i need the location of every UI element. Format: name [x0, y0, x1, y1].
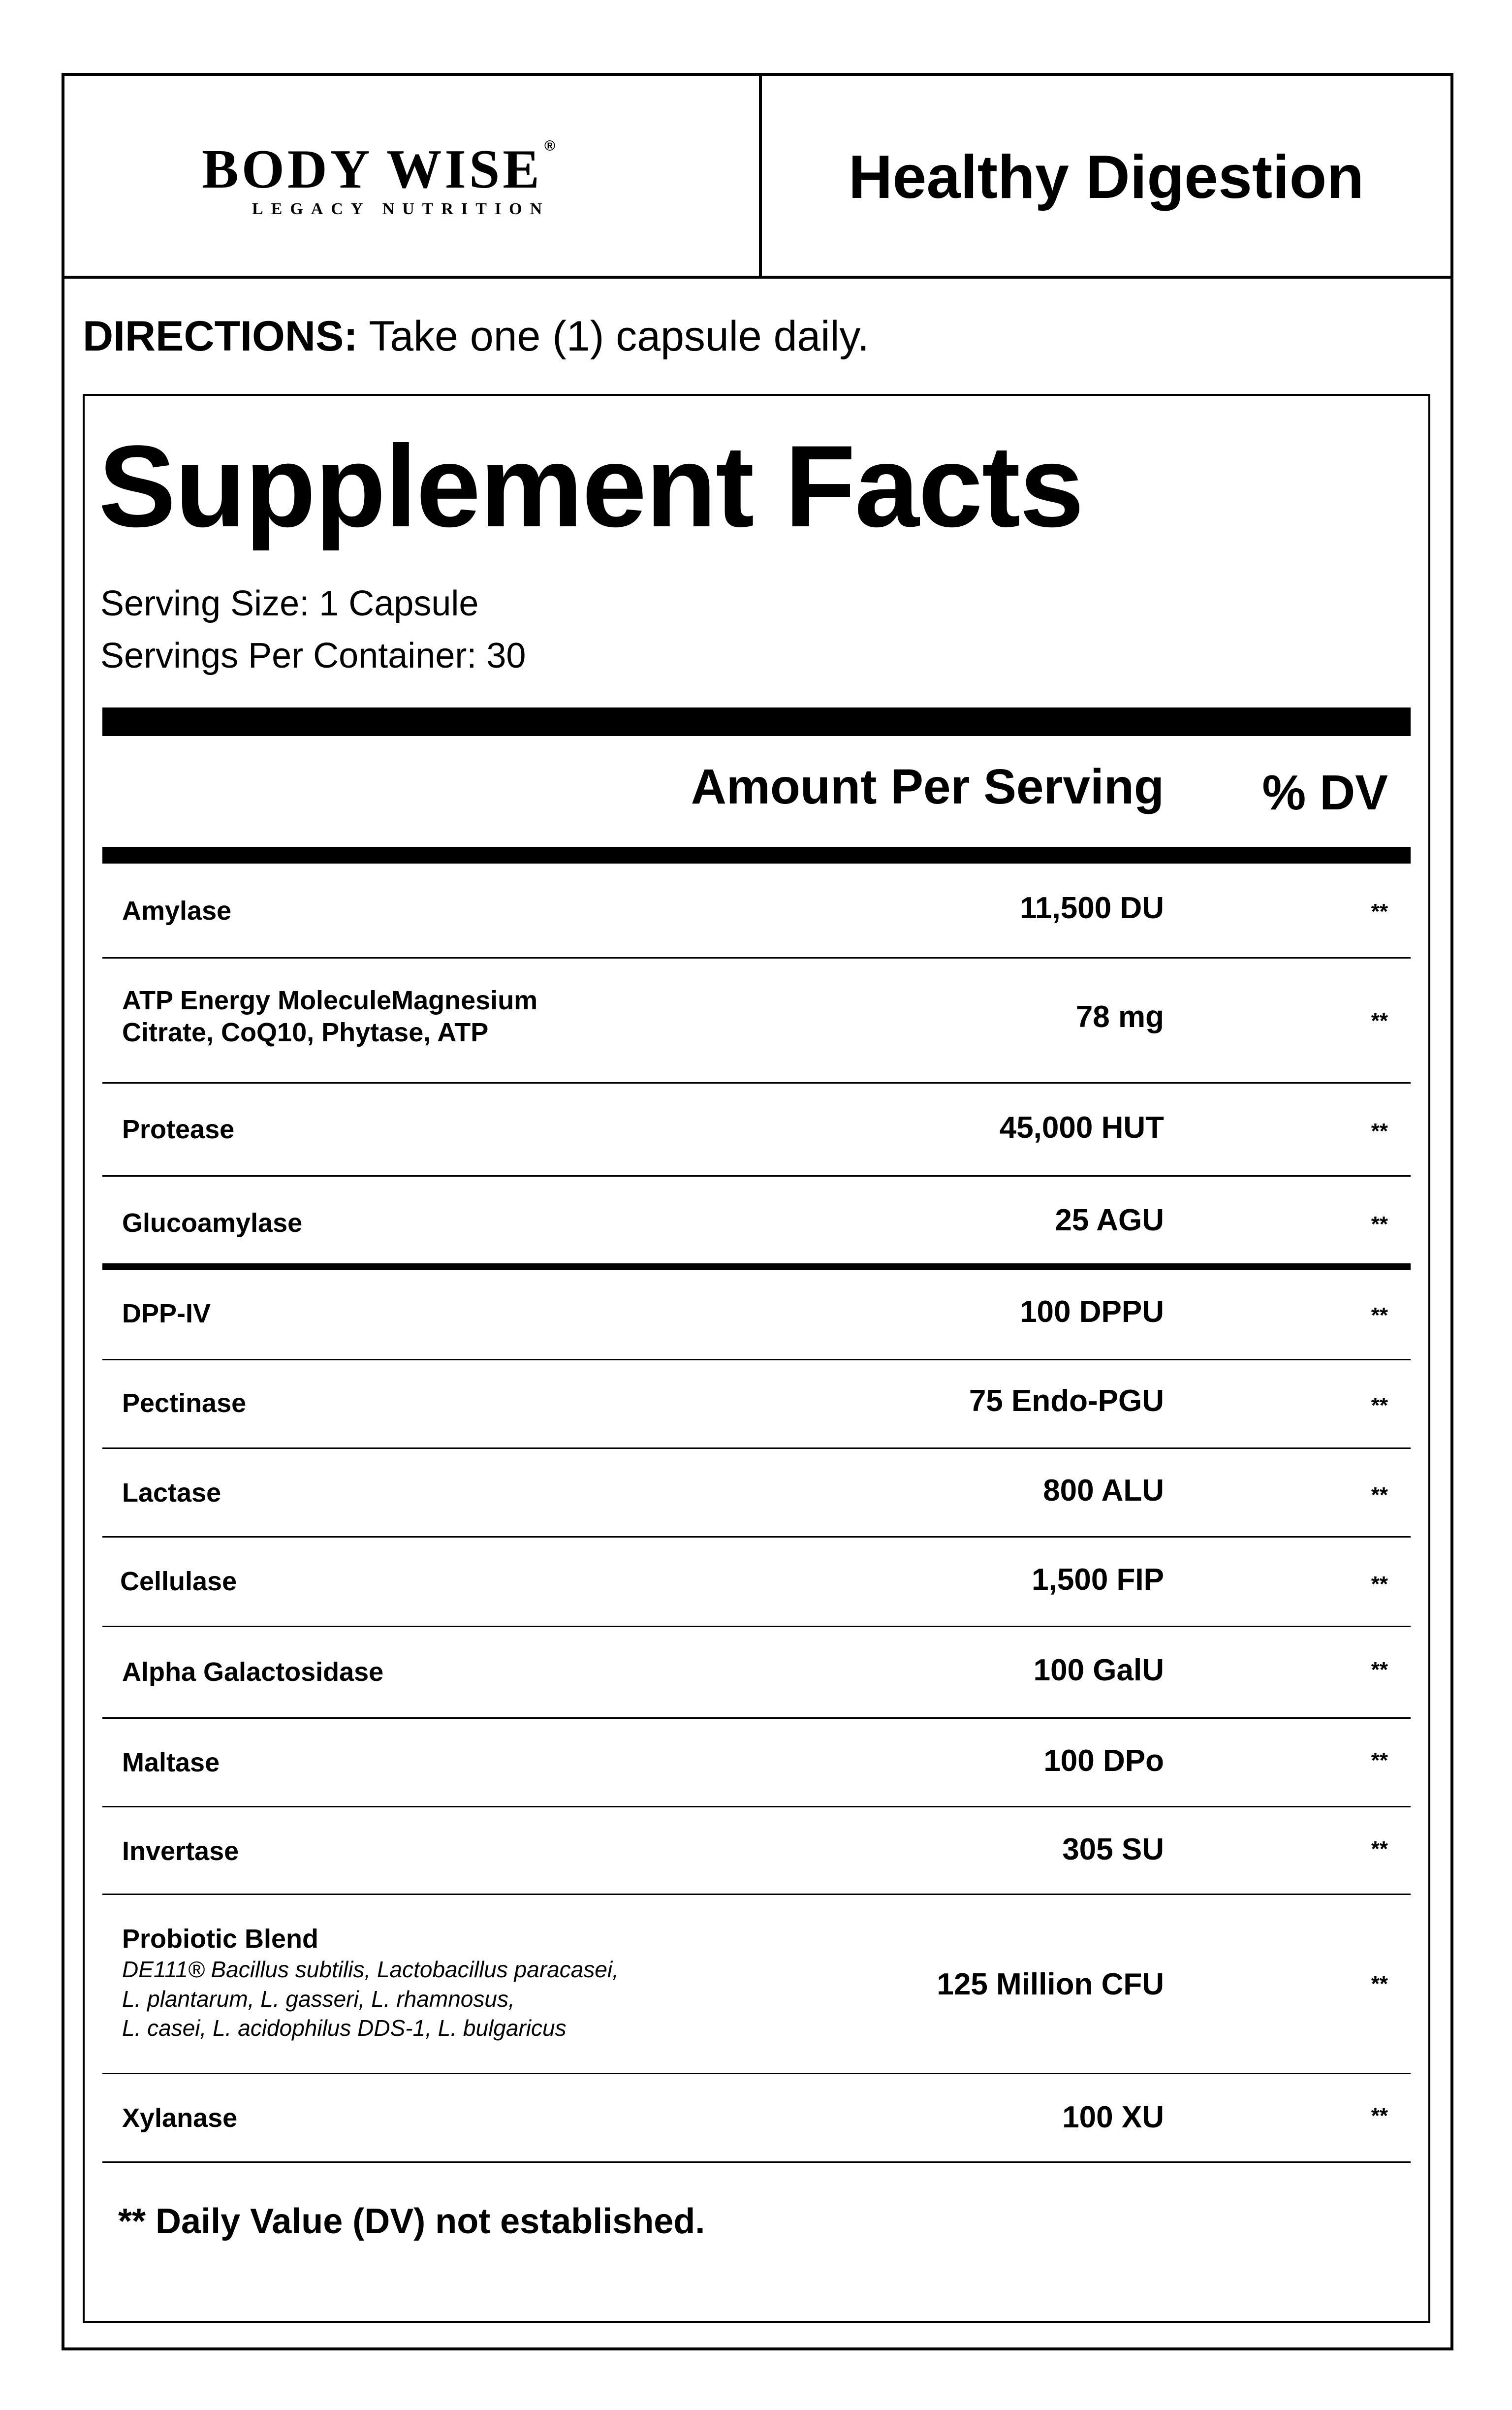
row-dv: **: [1371, 2104, 1388, 2128]
row-amount: 100 DPo: [1043, 1744, 1164, 1778]
row-divider: [102, 1536, 1411, 1538]
brand-name: BODY WISE ®: [202, 138, 556, 200]
row-name: [122, 985, 537, 1049]
dv-column-header: % DV: [1262, 765, 1388, 820]
row-amount: 100 XU: [1062, 2100, 1164, 2134]
row-amount: 11,500 DU: [1020, 891, 1164, 925]
serving-size: Serving Size: 1 Capsule: [100, 584, 479, 623]
row-name: Invertase: [122, 1836, 239, 1866]
row-dv: **: [1371, 1972, 1388, 1996]
row-dv: **: [1371, 1212, 1388, 1236]
row-name-line-2: Citrate, CoQ10, Phytase, ATP: [122, 1017, 489, 1047]
row-dv: **: [1371, 1748, 1388, 1772]
row-dv: **: [1371, 1393, 1388, 1417]
servings-per-container: Servings Per Container: 30: [100, 636, 526, 675]
row-amount: 305 SU: [1062, 1832, 1164, 1866]
row-dv: **: [1371, 1658, 1388, 1682]
row-name: Probiotic Blend: [122, 1924, 319, 1954]
row-name: Xylanase: [122, 2103, 238, 2133]
amount-column-header: Amount Per Serving: [691, 759, 1164, 814]
row-ingredients-line-3: L. casei, L. acidophilus DDS-1, L. bulgaricus: [122, 2015, 567, 2041]
row-amount: 800 ALU: [1043, 1474, 1164, 1508]
probiotic-blend-cell: [122, 1923, 811, 2043]
row-amount: 1,500 FIP: [1032, 1563, 1164, 1597]
row-name-line-1: ATP Energy MoleculeMagnesium: [122, 986, 538, 1015]
row-ingredients-line-2: L. plantarum, L. gasseri, L. rhamnosus,: [122, 1986, 515, 2012]
row-name: DPP-IV: [122, 1299, 211, 1328]
row-name: Maltase: [122, 1748, 220, 1777]
row-divider: [102, 1717, 1411, 1719]
row-name: Glucoamylase: [122, 1208, 303, 1238]
row-divider: [102, 1894, 1411, 1895]
row-amount: 100 DPPU: [1020, 1295, 1164, 1329]
row-dv: **: [1371, 1837, 1388, 1861]
row-dv: **: [1371, 1572, 1388, 1596]
row-amount: 75 Endo-PGU: [969, 1384, 1164, 1418]
row-amount: 45,000 HUT: [999, 1111, 1164, 1145]
row-divider: [102, 1359, 1411, 1360]
section-rule: [102, 1263, 1411, 1270]
brand-tagline: LEGACY NUTRITION: [252, 200, 550, 218]
row-name: Alpha Galactosidase: [122, 1657, 384, 1687]
row-dv: **: [1371, 900, 1388, 924]
dv-footnote: ** Daily Value (DV) not established.: [118, 2202, 705, 2241]
row-name: Cellulase: [120, 1567, 237, 1596]
row-ingredients-line-1: DE111® Bacillus subtilis, Lactobacillus paracasei,: [122, 1956, 619, 1982]
row-dv: **: [1371, 1009, 1388, 1033]
row-dv: **: [1371, 1119, 1388, 1143]
row-name: Amylase: [122, 896, 232, 926]
product-name: Healthy Digestion: [848, 143, 1364, 211]
facts-title: Supplement Facts: [98, 421, 1083, 551]
row-divider: [102, 2161, 1411, 2163]
row-divider: [102, 1806, 1411, 1807]
row-divider: [102, 1082, 1411, 1084]
row-name: Lactase: [122, 1478, 221, 1508]
row-amount: 125 Million CFU: [937, 1967, 1164, 2001]
row-amount: 100 GalU: [1033, 1653, 1164, 1687]
row-amount: 78 mg: [1075, 1000, 1164, 1034]
directions-label: DIRECTIONS:: [83, 313, 358, 360]
row-amount: 25 AGU: [1055, 1203, 1164, 1237]
row-divider: [102, 1447, 1411, 1449]
row-dv: **: [1371, 1483, 1388, 1507]
row-divider: [102, 957, 1411, 959]
row-divider: [102, 2073, 1411, 2074]
directions-text: Take one (1) capsule daily.: [369, 313, 869, 360]
row-divider: [102, 1175, 1411, 1177]
row-name: Pectinase: [122, 1388, 247, 1418]
row-name: Protease: [122, 1115, 235, 1144]
row-divider: [102, 1626, 1411, 1627]
row-dv: **: [1371, 1303, 1388, 1327]
